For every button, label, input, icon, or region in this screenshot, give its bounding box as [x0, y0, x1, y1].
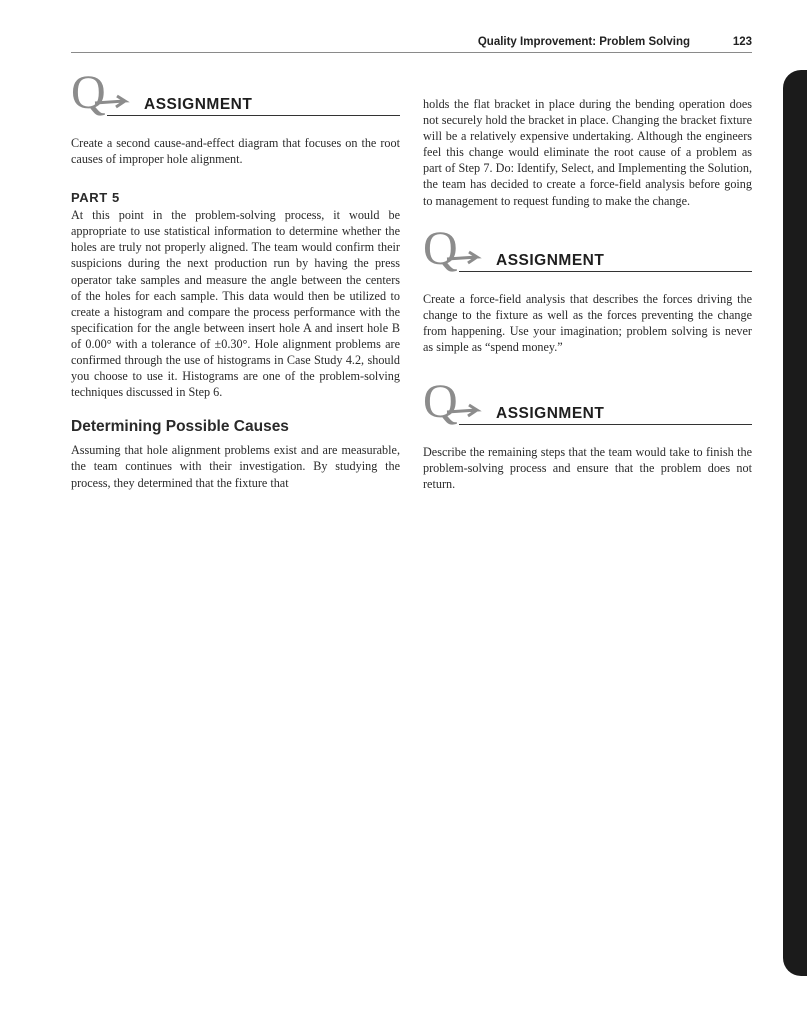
assignment-heading — [71, 70, 400, 116]
continuation-text: holds the flat bracket in place during the bending operation does not securely hold the bracket in place. Changing the bracket fixture will be a relatively expensive undertaking. Although the engineers feel this change would eliminate the root cause of a problem as part of Step 7. Do: Identify, Select, and Implementing the Solution, the team has decided to create a force-field analysis before going to management to request funding to make the change. — [423, 97, 752, 208]
left-column — [71, 70, 400, 491]
part-text: At this point in the problem-solving process, it would be appropriate to use statistical information to determine whether the holes are truly not properly aligned. The team would confirm their suspicions during the next production run by having the press operator take samples and measure the angle between the centers of the holes for each sample. This data would then be utilized to create a histogram and compare the process performance with the specification for the angle between insert hole A and insert hole B of 0.00° with a tolerance of ±0.30°. Hole alignment problems are confirmed through the use of histograms in Case Study 4.2, should you choose to use it. Histograms are one of the problem-solving techniques discussed in Step 6. — [71, 208, 400, 400]
assignment-rule — [459, 271, 752, 272]
assignment-rule — [459, 424, 752, 425]
assignment-rule — [107, 115, 400, 116]
assignment-title: ASSIGNMENT — [496, 405, 605, 423]
q-arrow-icon — [423, 226, 495, 272]
thumb-tab — [783, 70, 807, 976]
right-column — [423, 96, 752, 492]
running-head — [71, 36, 752, 53]
assignment-text: Create a second cause-and-effect diagram that focuses on the root causes of improper hole alignment. — [71, 136, 400, 167]
assignment-heading — [423, 226, 752, 272]
part-heading: PART 5 — [71, 190, 120, 206]
assignment-text: Create a force-field analysis that describes the forces driving the change to the fixture as well as the forces preventing the change from happening. Use your imagination; problem solving is never as simple as “spend money.” — [423, 291, 752, 354]
assignment-heading — [423, 379, 752, 425]
assignment-text: Describe the remaining steps that the team would take to finish the problem-solving process and ensure that the problem does not return. — [423, 445, 752, 492]
section-heading: Determining Possible Causes — [71, 418, 289, 436]
q-arrow-icon — [423, 379, 495, 425]
assignment-title: ASSIGNMENT — [496, 251, 605, 269]
svg-text:Q: Q — [423, 379, 458, 426]
assignment-title: ASSIGNMENT — [144, 96, 253, 113]
q-arrow-icon — [71, 70, 143, 116]
running-head-title: Quality Improvement: Problem Solving — [477, 36, 690, 48]
section-text: Assuming that hole alignment problems exist and are measurable, the team continues with their investigation. By studying the process, they determined that the fixture that — [71, 443, 400, 490]
svg-text:Q: Q — [71, 70, 106, 116]
svg-text:Q: Q — [423, 225, 458, 272]
page-number: 123 — [732, 36, 752, 48]
